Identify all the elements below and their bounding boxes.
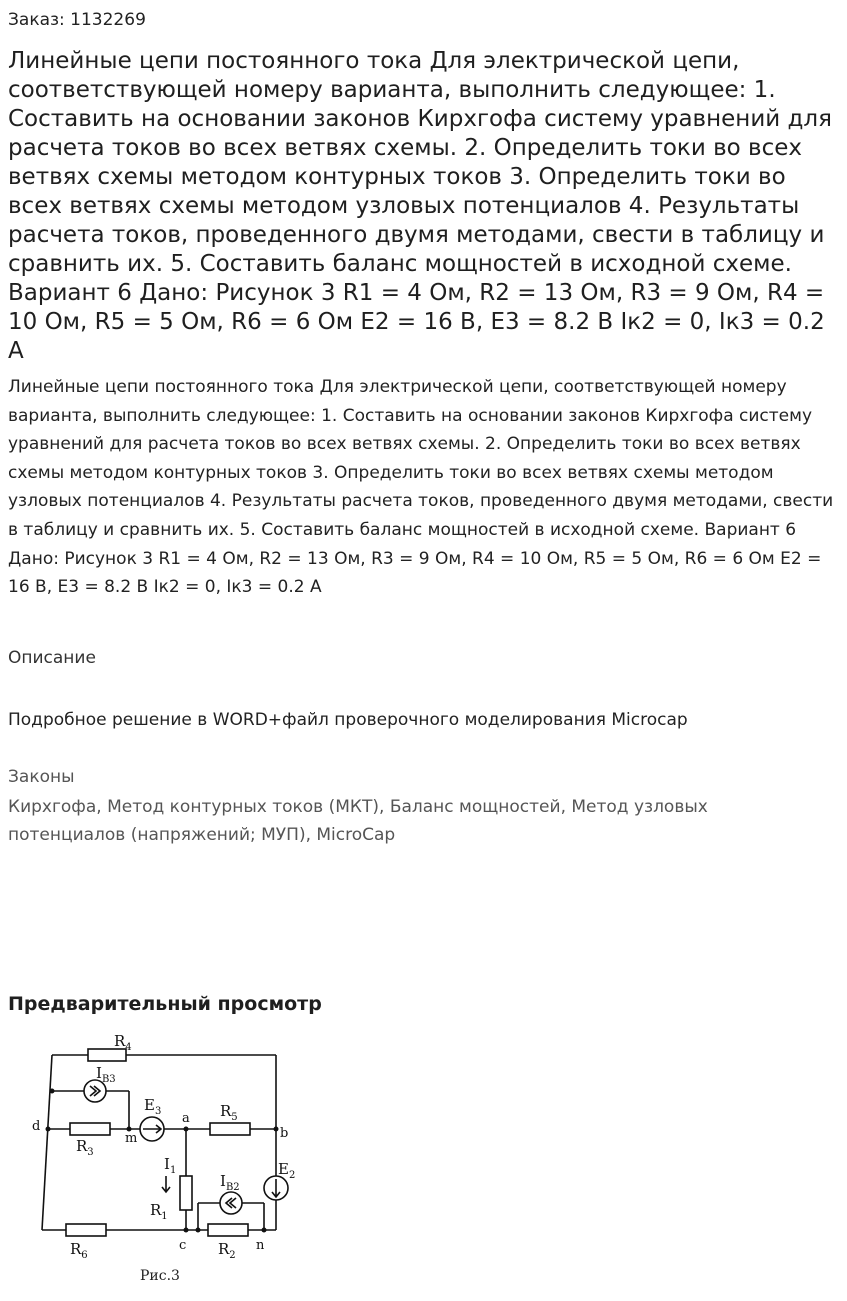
label-node-c: c (179, 1238, 187, 1253)
resistor-r3 (70, 1123, 110, 1135)
label-node-a: a (182, 1111, 190, 1126)
label-r5: $R_5$ (220, 1102, 238, 1123)
current-arrow-i1 (162, 1176, 170, 1192)
label-r3: $R_3$ (76, 1137, 94, 1158)
node-dot-b (274, 1127, 279, 1132)
laws-list (8, 793, 808, 849)
order-number: Заказ: 1132269 (8, 10, 146, 30)
resistor-r4 (88, 1049, 126, 1061)
page-title: Линейные цепи постоянного тока Для электрической цепи, соответствующей номеру варианта, выполнить следующее: 1. Составить на основании законов Кирхгофа систему уравнений для расчета токов во всех ветвях схемы. 2. Определить токи во всех ветвях схемы методом контурных токов 3. Определить токи во всех ветвях схемы методом узловых потенциалов 4. Результаты расчета токов, проведенного двумя методами, свести в таблицу и сравнить их. 5. Составить баланс мощностей в исходной схеме. Вариант 6 Дано: Рисунок 3 R1 = 4 Ом, R2 = 13 Ом, R3 = 9 Ом, R4 = 10 Ом, R5 = 5 Ом, R6 = 6 Ом E2 = 16 В, E3 = 8.2 В Iк2 = 0, Iк3 = 0.2 А (8, 48, 832, 364)
label-i1: $I_1$ (164, 1155, 177, 1176)
resistor-r2 (208, 1224, 248, 1236)
label-e3: $E_3$ (144, 1096, 162, 1117)
label-e2: $E_2$ (278, 1160, 296, 1181)
law-tag-power-balance: Баланс мощностей (389, 797, 561, 817)
node-dot-top-left (50, 1089, 55, 1094)
law-tag-node-potentials: Метод узловых потенциалов (напряжений; МУП) (8, 797, 708, 845)
preview-heading: Предварительный просмотр (8, 993, 322, 1015)
law-tag-kirchhoff: Кирхгофа (8, 797, 97, 817)
resistor-r1 (180, 1176, 192, 1210)
law-separator: , (560, 797, 572, 817)
node-dot-n (262, 1228, 267, 1233)
laws-label: Законы (8, 767, 75, 787)
node-dot-c (184, 1228, 189, 1233)
law-tag-loop-currents: Метод контурных токов (МКТ) (107, 797, 379, 817)
law-separator: , (305, 825, 317, 845)
node-dot-d (46, 1127, 51, 1132)
label-r2: $R_2$ (218, 1240, 236, 1261)
label-node-m: m (125, 1131, 138, 1146)
label-ib3: $I_{B3}$ (96, 1064, 116, 1085)
preview-image (14, 1030, 304, 1292)
node-dot-a (184, 1127, 189, 1132)
solution-detail: Подробное решение в WORD+файл проверочного моделирования Microcap (8, 710, 688, 730)
law-separator: , (379, 797, 390, 817)
label-r6: $R_6$ (70, 1240, 88, 1261)
law-separator: , (96, 797, 108, 817)
circuit-diagram (14, 1030, 304, 1292)
label-node-b: b (280, 1126, 289, 1141)
label-node-n: n (256, 1238, 265, 1253)
resistor-r5 (210, 1123, 250, 1135)
label-r1: $R_1$ (150, 1201, 168, 1222)
law-tag-microcap: MicroCap (316, 825, 396, 845)
task-description: Линейные цепи постоянного тока Для электрической цепи, соответствующей номеру варианта, выполнить следующее: 1. Составить на основании законов Кирхгофа систему уравнений для расчета токов во всех ветвях схемы. 2. Определить токи во всех ветвях схемы методом контурных токов 3. Определить токи во всех ветвях схемы методом узловых потенциалов 4. Результаты расчета токов, проведенного двумя методами, свести в таблицу и сравнить их. 5. Составить баланс мощностей в исходной схеме. Вариант 6 Дано: Рисунок 3 R1 = 4 Ом, R2 = 13 Ом, R3 = 9 Ом, R4 = 10 Ом, R5 = 5 Ом, R6 = 6 Ом E2 = 16 В, E3 = 8.2 В Iк2 = 0, Iк3 = 0.2 А (8, 377, 834, 598)
description-section-label: Описание (8, 648, 96, 668)
label-ib2: $I_{B2}$ (220, 1172, 240, 1193)
wire-left (42, 1055, 52, 1230)
label-node-d: d (32, 1119, 41, 1134)
figure-caption: Рис.3 (140, 1268, 180, 1284)
label-r4: $R_4$ (114, 1032, 132, 1053)
resistor-r6 (66, 1224, 106, 1236)
node-dot-c2 (196, 1228, 201, 1233)
